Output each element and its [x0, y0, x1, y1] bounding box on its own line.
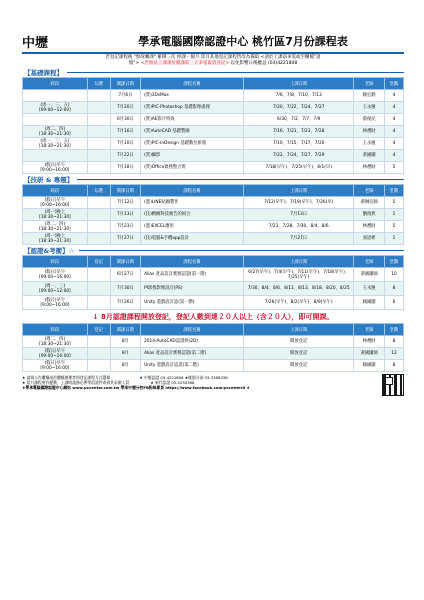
start-date: 8月: [110, 348, 140, 360]
start-date: 7月22日: [110, 150, 140, 162]
column-header-class-dates: 上課日期: [243, 78, 353, 90]
session-count: 1: [384, 209, 403, 221]
course-table: [22, 323, 404, 372]
course-name: 2014-AutoCAD認證班(2D): [141, 336, 244, 348]
course-table: [22, 184, 404, 245]
time-slot: (周一、三、五) [09:00~12:00]: [23, 102, 88, 114]
start-date: 7月10日: [110, 138, 140, 150]
column-header-checkbox: 勾選: [87, 185, 110, 197]
time-slot: (周一、三、五) [18:30~21:30]: [23, 138, 88, 150]
teacher: 蔡俊民: [354, 114, 384, 126]
session-count: 4: [384, 138, 403, 150]
august-banner: ↓ 8月認證課程開放登記，登記人數到達２０人以上（含２０人），即可開課。: [92, 313, 334, 321]
teacher: 賴國團: [354, 360, 384, 372]
table-row: [23, 209, 404, 221]
class-dates: 7/20、7/22、7/24、7/27: [243, 102, 353, 114]
start-date: 7月20日: [110, 102, 140, 114]
course-name: (質)攝影: [141, 150, 244, 162]
column-header-checkbox: 登記: [87, 256, 110, 268]
start-date: 7月13日: [110, 209, 140, 221]
footer-line-2-right: ★ 新竹認證 03-5250368: [150, 380, 195, 386]
table-row: [23, 336, 404, 348]
column-header-session-count: 堂數: [384, 324, 403, 336]
class-dates: 6/30、7/2、7/7、7/9: [243, 114, 353, 126]
class-dates: 7/30、8/4、8/6、8/11、8/13、8/18、8/20、8/25: [243, 282, 353, 296]
column-header-checkbox: 登記: [87, 324, 110, 336]
time-slot: (假日)早午 [9:00~16:00]: [23, 360, 88, 372]
course-name: (進)LINE貼圖製作: [141, 197, 244, 209]
notice-warning: <若無法上課請於開課前三天來電取消登記>: [140, 61, 230, 66]
start-date: 7月26日: [110, 296, 140, 310]
time-slot: (周二、四) [18:30~21:30]: [23, 336, 88, 348]
course-table: [22, 77, 404, 174]
start-date: 7月30日: [110, 282, 140, 296]
column-header-class-dates: 上課日期: [243, 185, 353, 197]
start-date: 7月12日: [110, 197, 140, 209]
teacher: 賴國團: [354, 296, 384, 310]
teacher: 王永慶: [354, 102, 384, 114]
page: [22, 30, 404, 391]
course-name: (進)EXCEL應用: [141, 221, 244, 233]
table-row: [23, 360, 404, 372]
column-header-start-date: 開課日期: [110, 185, 140, 197]
table-row: [23, 296, 404, 310]
table-row: [23, 348, 404, 360]
teacher: 黃國團師: [354, 268, 384, 282]
time-slot: (假日)早午 [09:00~16:00]: [23, 268, 88, 282]
section-header: [22, 68, 404, 77]
section-divider: [67, 72, 404, 73]
table-row: [23, 197, 404, 209]
checkbox[interactable]: [87, 102, 110, 114]
session-count: 8: [384, 360, 403, 372]
table-row: [23, 268, 404, 282]
time-slot: [23, 114, 88, 126]
start-date: 7月18日: [110, 162, 140, 174]
notice-line-1: 若登記課程後 "無故曠課" 累積三次 停課一個月 當月其他登記課程皆改為備取 <請於上課前來電或至櫃檯"請: [105, 55, 321, 60]
session-count: 10: [384, 268, 403, 282]
class-dates: 7/10、7/15、7/17、7/20: [243, 138, 353, 150]
notice: [22, 55, 404, 67]
course-sections: [22, 68, 404, 310]
column-header-session-count: 堂數: [384, 256, 403, 268]
table-row: [23, 102, 404, 114]
session-count: 4: [384, 102, 403, 114]
column-header-class-dates: 上課日期: [243, 324, 353, 336]
time-slot: (周二、四) [18:30~21:30]: [23, 221, 88, 233]
checkbox[interactable]: [87, 197, 110, 209]
time-slot: (周一)晚上 [18:30~21:30]: [23, 233, 88, 245]
course-name: (技)精緻科技廣告的組合: [141, 209, 244, 221]
footer-line-1-right: ★ 中壢認證 03-4221808 ★桃園分部 03-3368338: [139, 375, 228, 380]
course-name: (質)Office實務整合班: [141, 162, 244, 174]
time-slot: (假日)早午 [09:00~16:00]: [23, 348, 88, 360]
teacher: 林禮財: [354, 162, 384, 174]
class-dates: 7月27日: [243, 233, 353, 245]
column-header-session-count: 堂數: [384, 78, 403, 90]
session-count: 4: [384, 150, 403, 162]
column-header-course-name: 課程名稱: [141, 256, 244, 268]
teacher: 林禮財: [354, 126, 384, 138]
session-count: 5: [384, 162, 403, 174]
start-date: 8月: [110, 360, 140, 372]
checkbox[interactable]: [87, 233, 110, 245]
teacher: 張恩彬: [354, 233, 384, 245]
section-header: [22, 175, 404, 184]
teacher: 黃國團師: [354, 348, 384, 360]
session-count: 12: [384, 348, 403, 360]
start-date: 8月: [110, 336, 140, 348]
column-header-time-slot: 時段: [23, 78, 88, 90]
class-dates: 7/26(早午)、8/2(早午)、8/9(早午): [243, 296, 353, 310]
checkbox[interactable]: [87, 209, 110, 221]
branch-name: 中壢: [22, 35, 49, 51]
start-date: 6月30日: [110, 114, 140, 126]
checkbox[interactable]: [87, 90, 110, 102]
column-header-start-date: 開課日期: [110, 324, 140, 336]
notice-line-2-tail: 以免影響日後權益 (03)4221808: [229, 61, 298, 66]
course-name: Unity 遊戲設計認證(第二階): [141, 360, 244, 372]
class-dates: 開放登記: [243, 336, 353, 348]
class-dates: 7/12(早午)、7/19(早午)、7/26(早): [243, 197, 353, 209]
checkbox[interactable]: [87, 150, 110, 162]
session-count: 6: [384, 296, 403, 310]
class-dates: 7/16、7/21、7/23、7/28: [243, 126, 353, 138]
column-header-teacher: 老師: [354, 185, 384, 197]
table-row: [23, 90, 404, 102]
section-header: [22, 246, 404, 255]
section-divider: [79, 250, 405, 251]
qr-code-icon[interactable]: [382, 374, 404, 396]
teacher: 林禮財: [354, 336, 384, 348]
class-dates: 開放登記: [243, 360, 353, 372]
class-dates: 7/22、7/24、7/27、7/29: [243, 150, 353, 162]
course-name: Alias 產品設計實務認證(第一階): [141, 268, 244, 282]
checkbox[interactable]: [87, 282, 110, 296]
column-header-teacher: 老師: [354, 256, 384, 268]
checkbox[interactable]: [87, 268, 110, 282]
section-label: 【技研 & 專題】: [24, 176, 74, 184]
footer: [22, 375, 404, 391]
august-courses: [22, 323, 404, 372]
start-date: 7月27日: [110, 233, 140, 245]
teacher: 黃國團: [354, 150, 384, 162]
checkbox[interactable]: [87, 162, 110, 174]
table-row: [23, 162, 404, 174]
column-header-checkbox: 勾選: [87, 78, 110, 90]
session-count: 4: [384, 90, 403, 102]
session-count: 5: [384, 197, 403, 209]
time-slot: [23, 150, 88, 162]
time-slot: [23, 90, 88, 102]
column-header-start-date: 開課日期: [110, 256, 140, 268]
page-header: [22, 30, 404, 54]
course-name: (質)AutoCAD 基礎製圖: [141, 126, 244, 138]
time-slot: (假日)早午 [9:00~16:00]: [23, 296, 88, 310]
teacher: 王永慶: [354, 282, 384, 296]
checkbox[interactable]: [87, 360, 110, 372]
course-name: (質)3DsMax: [141, 90, 244, 102]
column-header-start-date: 開課日期: [110, 78, 140, 90]
session-count: 4: [384, 126, 403, 138]
start-date: 7月16日: [110, 126, 140, 138]
footer-line-1-left: ★ 請與公告櫃檯或於櫃檯辦理者即登記課程方式選擇: [22, 375, 111, 380]
checkbox[interactable]: [87, 138, 110, 150]
table-row: [23, 138, 404, 150]
class-dates: 7/23、7/28、7/30、8/4、8/6: [243, 221, 353, 233]
time-slot: (周二、四) [18:30~21:30]: [23, 126, 88, 138]
column-header-course-name: 課程名稱: [141, 324, 244, 336]
session-count: 8: [384, 336, 403, 348]
column-header-time-slot: 時段: [23, 256, 88, 268]
session-count: 8: [384, 282, 403, 296]
table-row: [23, 114, 404, 126]
time-slot: (假日)早午 [9:00~16:00]: [23, 162, 88, 174]
course-name: (質)AE影片特效: [141, 114, 244, 126]
start-date: 7月23日: [110, 221, 140, 233]
course-name: (技)電腦&手機app設計: [141, 233, 244, 245]
table-row: [23, 150, 404, 162]
table-row: [23, 221, 404, 233]
checkbox[interactable]: [87, 221, 110, 233]
teacher: 劉俊典: [354, 209, 384, 221]
teacher: 賴宏勳: [354, 90, 384, 102]
table-row: [23, 126, 404, 138]
time-slot: (周一、三) [09:00~12:00]: [23, 282, 88, 296]
notice-line-2: [22, 61, 404, 67]
course-name: Alias 產品設計實務認證(第二階): [141, 348, 244, 360]
time-slot: (假日)早午 [9:00~16:00]: [23, 197, 88, 209]
course-name: Unity 遊戲設計認(第一階): [141, 296, 244, 310]
footer-line-3: ★學承電腦國際認證中心網站 www.pccenter.com.tw 學承中壢分校FB粉絲專頁 https://www.facebook.com/pccenterli ★: [22, 385, 250, 391]
start-date: 7月6日: [110, 90, 140, 102]
teacher: 王永慶: [354, 138, 384, 150]
column-header-teacher: 老師: [354, 324, 384, 336]
column-header-teacher: 老師: [354, 78, 384, 90]
page-title: 學承電腦國際認證中心 桃竹區7月份課程表: [138, 35, 348, 48]
column-header-class-dates: 上課日期: [243, 256, 353, 268]
class-dates: 6/27(早午)、7/4(早午)、7/11(早午)、7/18(早午)、7/25(早午): [243, 268, 353, 282]
table-row: [23, 233, 404, 245]
section-label: 【基礎課程】: [24, 69, 63, 77]
column-header-course-name: 課程名稱: [141, 185, 244, 197]
checkbox[interactable]: [87, 296, 110, 310]
notice-line-2-text: 假">: [128, 61, 141, 66]
checkbox[interactable]: [87, 114, 110, 126]
checkbox[interactable]: [87, 126, 110, 138]
class-dates: 開放登記: [243, 348, 353, 360]
table-row: [23, 282, 404, 296]
column-header-time-slot: 時段: [23, 185, 88, 197]
session-count: 4: [384, 114, 403, 126]
checkbox[interactable]: [87, 348, 110, 360]
class-dates: 7/6、7/8、7/10、7/13: [243, 90, 353, 102]
column-header-session-count: 堂數: [384, 185, 403, 197]
teacher: 黃琳宣師: [354, 197, 384, 209]
column-header-time-slot: 時段: [23, 324, 88, 336]
checkbox[interactable]: [87, 336, 110, 348]
class-dates: 7月13日: [243, 209, 353, 221]
teacher: 林禮財: [354, 221, 384, 233]
start-date: 6月27日: [110, 268, 140, 282]
course-table: [22, 255, 404, 310]
session-count: 1: [384, 233, 403, 245]
footer-line-2-left: ★ 當月課程會有變動，上課時請務必帶學員證件寄到其承辦人員: [22, 380, 130, 386]
section-divider: [77, 179, 404, 180]
column-header-course-name: 課程名稱: [141, 78, 244, 90]
course-name: (質)PIC-Photoshop 基礎影像處理: [141, 102, 244, 114]
course-name: (質)PIC-InDesign 基礎數位排版: [141, 138, 244, 150]
time-slot: (周一)晚上 [18:30~21:30]: [23, 209, 88, 221]
session-count: 5: [384, 221, 403, 233]
class-dates: 7/18(早午)、7/25(早午)、8/1(早): [243, 162, 353, 174]
course-name: PI影像影像設計(PS): [141, 282, 244, 296]
section-label: 【認證&考衝】☆: [24, 247, 75, 255]
